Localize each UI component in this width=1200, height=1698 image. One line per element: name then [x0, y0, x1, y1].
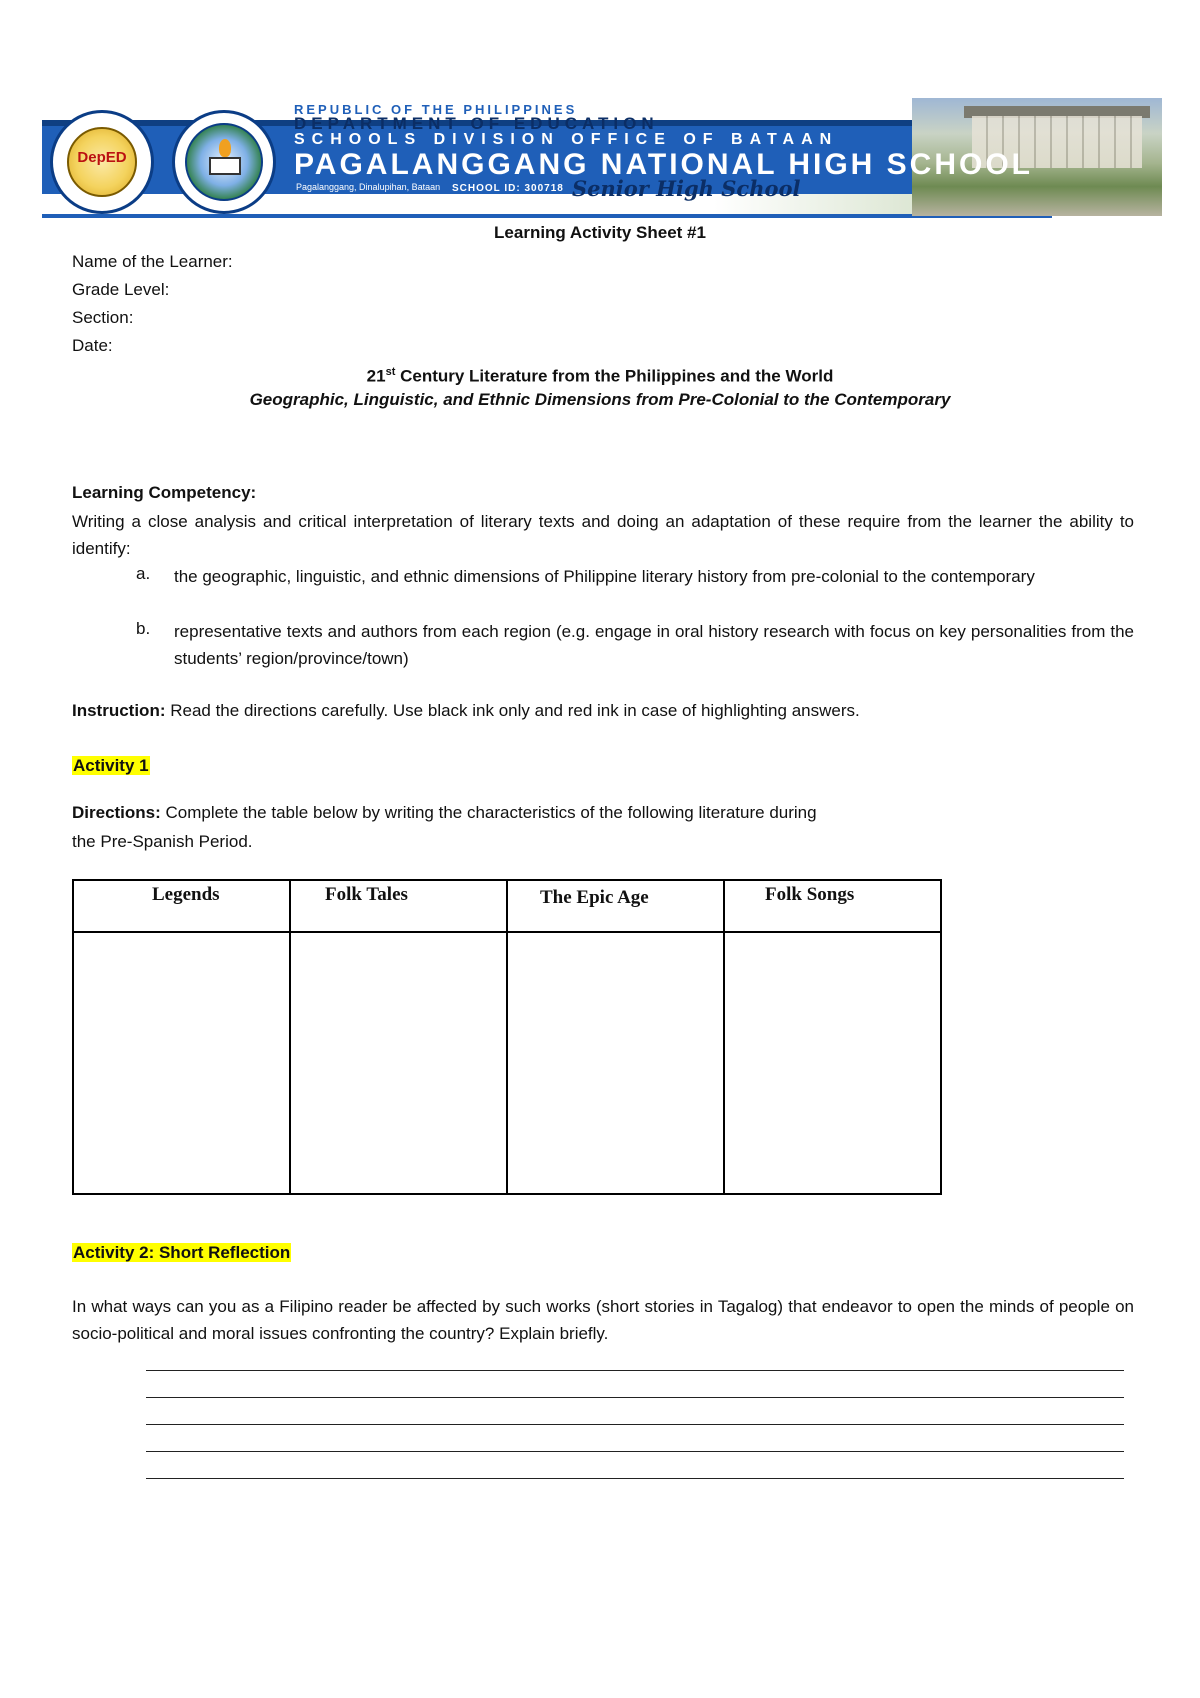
- banner-tagline: Senior High School: [572, 176, 801, 201]
- banner-address: Pagalanggang, Dinalupihan, Bataan: [296, 182, 441, 192]
- table-header-cell: [724, 880, 941, 932]
- answer-cell-legends[interactable]: [73, 932, 290, 1194]
- answer-line[interactable]: [146, 1424, 1124, 1425]
- answer-cell-epic-age[interactable]: [507, 932, 724, 1194]
- competency-marker-a: a.: [136, 564, 151, 583]
- answer-line[interactable]: [146, 1478, 1124, 1479]
- open-book-icon: [209, 157, 241, 175]
- topic-title: Geographic, Linguistic, and Ethnic Dimensions from Pre-Colonial to the Contemporary: [249, 390, 951, 409]
- column-folk-songs: Folk Songs: [765, 884, 855, 905]
- answer-line[interactable]: [146, 1370, 1124, 1371]
- competency-item-a: the geographic, linguistic, and ethnic dimensions of Philippine literary history from pre-colonial to the contemporary: [174, 567, 1035, 586]
- competency-marker-b: b.: [136, 619, 151, 638]
- school-seal-logo: [172, 110, 276, 214]
- activity1-heading-wrap: [72, 755, 150, 777]
- activity2-question: In what ways can you as a Filipino reader be affected by such works (short stories in Tagalog) that endeavor to open the minds of people on socio-political and moral issues confronting the country? Explain briefly.: [72, 1297, 1134, 1343]
- deped-seal-text: DepED: [77, 149, 127, 166]
- banner-school-name: PAGALANGGANG NATIONAL HIGH SCHOOL: [294, 148, 1033, 181]
- column-epic-age: The Epic Age: [540, 887, 649, 908]
- torch-flame-icon: [219, 139, 231, 157]
- school-header-banner: [42, 98, 1162, 218]
- banner-school-id: SCHOOL ID: 300718: [452, 183, 564, 194]
- answer-cell-folk-tales[interactable]: [290, 932, 507, 1194]
- column-folk-tales: Folk Tales: [325, 884, 408, 905]
- pre-spanish-literature-table: [72, 879, 942, 1195]
- instruction-label: Instruction:: [72, 701, 166, 720]
- banner-division: SCHOOLS DIVISION OFFICE OF BATAAN: [294, 131, 839, 148]
- competency-heading: Learning Competency:: [72, 483, 257, 502]
- field-section: Section:: [72, 308, 134, 327]
- subject-number: 21: [366, 366, 386, 386]
- table-header-cell: [73, 880, 290, 932]
- instruction-line: [72, 700, 860, 722]
- sheet-title: Learning Activity Sheet #1: [494, 223, 706, 242]
- subject-title: [0, 361, 1200, 388]
- field-grade-level: Grade Level:: [72, 280, 170, 299]
- deped-seal-logo: [50, 110, 154, 214]
- table-header-row: [73, 880, 941, 932]
- activity1-directions-text: Complete the table below by writing the characteristics of the following literature during: [160, 803, 817, 822]
- competency-intro: Writing a close analysis and critical interpretation of literary texts and doing an adaptation of these require from the learner the ability to identify:: [72, 512, 1134, 558]
- answer-line[interactable]: [146, 1397, 1124, 1398]
- activity2-heading-wrap: [72, 1242, 291, 1264]
- column-legends: Legends: [152, 884, 220, 905]
- competency-item-b: representative texts and authors from each region (e.g. engage in oral history research with focus on key personalities from the students’ region/province/town): [174, 622, 1134, 668]
- banner-department: DEPARTMENT OF EDUCATION: [294, 114, 659, 133]
- activity1-directions-cont: the Pre-Spanish Period.: [72, 832, 253, 851]
- answer-cell-folk-songs[interactable]: [724, 932, 941, 1194]
- subject-ordinal: st: [385, 366, 396, 378]
- table-header-cell: [507, 880, 724, 932]
- field-learner-name: Name of the Learner:: [72, 252, 233, 271]
- field-date: Date:: [72, 336, 113, 355]
- banner-republic: REPUBLIC OF THE PHILIPPINES: [294, 102, 578, 117]
- table-header-cell: [290, 880, 507, 932]
- activity1-heading: Activity 1: [73, 756, 149, 775]
- answer-line[interactable]: [146, 1451, 1124, 1452]
- activity1-directions-label: Directions:: [72, 803, 161, 822]
- activity1-directions: [72, 802, 817, 824]
- instruction-text: Read the directions carefully. Use black ink only and red ink in case of highlighting answers.: [165, 701, 860, 720]
- table-answer-row: [73, 932, 941, 1194]
- subject-name: Century Literature from the Philippines and the World: [395, 366, 834, 386]
- activity2-heading: Activity 2: Short Reflection: [73, 1243, 291, 1262]
